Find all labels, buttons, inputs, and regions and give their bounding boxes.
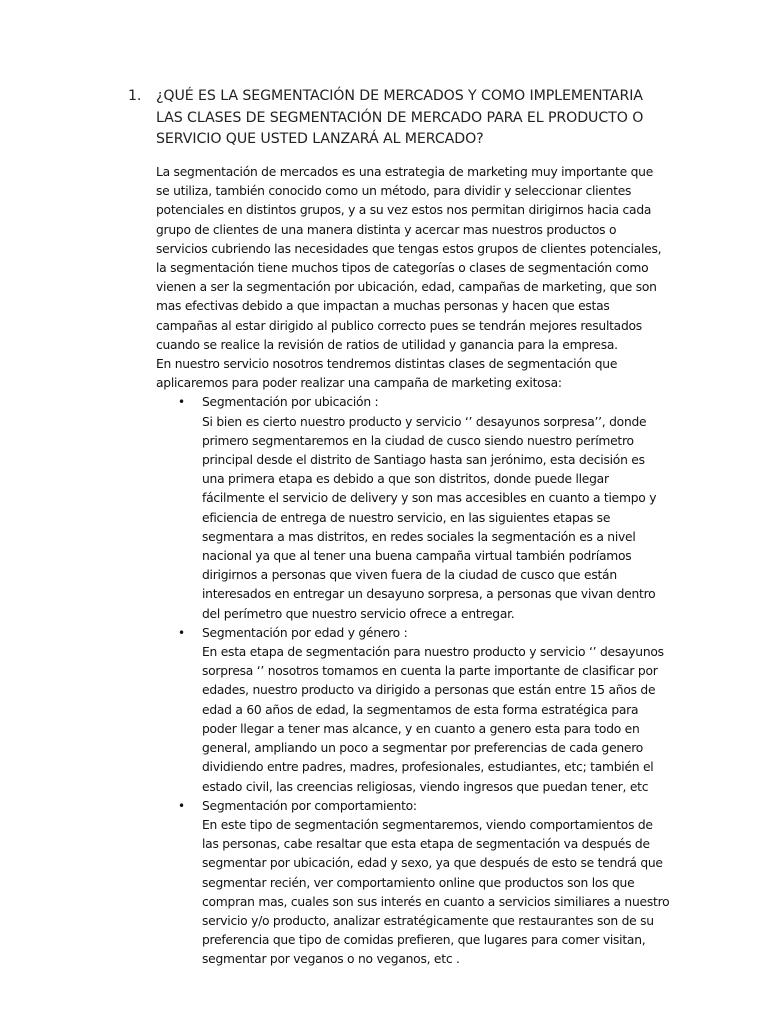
question-number: 1.: [128, 88, 142, 104]
list-item: [156, 624, 670, 797]
question-heading: [128, 86, 668, 151]
list-item-text: Si bien es cierto nuestro producto y servicio ‘’ desayunos sorpresa’’, donde primero segmentaremos en la ciudad de cusco siendo nuestro perímetro principal desde el distrito de Santiago hasta san jerónimo, esta decisión es una primera etapa es debido a que son distritos, donde puede llegar fácilmente el servicio de delivery y son mas accesibles en cuanto a tiempo y eficiencia de entrega de nuestro servicio, en las siguientes etapas se segmentara a mas distritos, en redes sociales la segmentación es a nivel nacional ya que al tener una buena campaña virtual también podríamos dirigirnos a personas que viven fuera de la ciudad de cusco que están interesados en entregar un desayuno sorpresa, a personas que vivan dentro del perímetro que nuestro servicio ofrece a entregar.: [202, 414, 657, 621]
answer-body: [156, 163, 670, 970]
list-item-heading: Segmentación por edad y género :: [202, 625, 408, 640]
intro-paragraph-2: En nuestro servicio nosotros tendremos distintas clases de segmentación que aplicaremos para poder realizar una campaña de marketing exitosa:: [156, 357, 618, 391]
list-item-text: En este tipo de segmentación segmentaremos, viendo comportamientos de las personas, cabe resaltar que esta etapa de segmentación va después de segmentar por ubicación, edad y sexo, ya que después de esto se tendrá que segmentar recién, ver comportamiento online que productos son los que compran mas, cuales son sus interés en cuanto a servicios similiares a nuestro servicio y/o producto, analizar estratégicamente que restaurantes son de su preferencia que tipo de comidas prefieren, que lugares para comer visitan, segmentar por veganos o no veganos, etc .: [202, 817, 670, 967]
bullet-icon: •: [178, 625, 185, 640]
list-item: [156, 393, 670, 623]
list-item: [156, 797, 670, 970]
bullet-icon: •: [178, 798, 185, 813]
list-item-heading: Segmentación por ubicación :: [202, 395, 379, 410]
bullet-icon: •: [178, 395, 185, 410]
intro-paragraph: La segmentación de mercados es una estrategia de marketing muy importante que se utiliza, también conocido como un método, para dividir y seleccionar clientes potenciales en distintos grupos, y a su vez estos nos permitan dirigirnos hacia cada grupo de clientes de una manera distinta y acercar mas nuestros productos o servicios cubriendo las necesidades que tengas estos grupos de clientes potenciales, la segmentación tiene muchos tipos de categorías o clases de segmentación como vienen a ser la segmentación por ubicación, edad, campañas de marketing, que son mas efectivas debido a que impactan a muchas personas y hacen que estas campañas al estar dirigido al publico correcto pues se tendrán mejores resultados cuando se realice la revisión de ratios de utilidad y ganancia para la empresa.: [156, 165, 662, 352]
list-item-heading: Segmentación por comportamiento:: [202, 798, 417, 813]
segmentation-list: [156, 393, 670, 969]
list-item-text: En esta etapa de segmentación para nuestro producto y servicio ‘’ desayunos sorpresa ‘’ nosotros tomamos en cuenta la parte importante de clasificar por edades, nuestro producto va dirigido a personas que están entre 15 años de edad a 60 años de edad, la segmentamos de esta forma estratégica para poder llegar a tener mas alcance, y en cuanto a genero esta para todo en general, ampliando un poco a segmentar por preferencias de cada genero dividiendo entre padres, madres, profesionales, estudiantes, etc; también el estado civil, las creencias religiosas, viendo ingresos que puedan tener, etc: [202, 645, 664, 794]
question-text: ¿QUÉ ES LA SEGMENTACIÓN DE MERCADOS Y COMO IMPLEMENTARIA LAS CLASES DE SEGMENTACIÓN DE MERCADO PARA EL PRODUCTO O SERVICIO QUE USTED LANZARÁ AL MERCADO?: [156, 88, 644, 147]
